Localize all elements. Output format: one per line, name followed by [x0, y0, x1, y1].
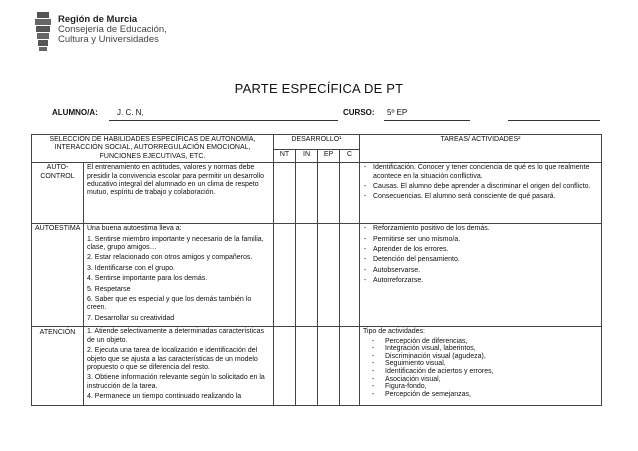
task-item: - Percepción de semejanzas,: [371, 391, 598, 399]
cell-in[interactable]: [296, 224, 318, 327]
student-info-row: [0, 105, 638, 121]
skill-text: 1. Sentirse miembro importante y necesario de la familia, clase, grupo amigos…: [87, 235, 264, 252]
header-ep: EP: [318, 150, 340, 163]
alumno-value: J. C. N,: [117, 108, 144, 117]
alumno-label: ALUMNO/A:: [52, 108, 98, 117]
task-item: - Figura-fondo,: [371, 383, 598, 391]
page-title: PARTE ESPECÍFICA DE PT: [234, 81, 404, 96]
table-row-autoestima: [32, 224, 602, 327]
header-tareas: TAREAS/ ACTIVIDADES²: [360, 135, 602, 163]
task-item: - Reforzamiento positivo de los demás.: [363, 225, 598, 233]
category-autocontrol: AUTO- CONTROL: [32, 163, 84, 224]
tasks-intro: Tipo de actividades:: [363, 328, 425, 336]
curso-field[interactable]: [384, 105, 470, 121]
table-row-atencion: [32, 327, 602, 405]
cell-in[interactable]: [296, 327, 318, 405]
skill-text: 2. Estar relacionado con otros amigos y compañeros.: [87, 254, 253, 262]
task-item: - Asociación visual,: [371, 376, 598, 384]
task-item: - Discriminación visual (agudeza),: [371, 353, 598, 361]
tasks-autocontrol: [360, 163, 602, 224]
task-item: - Permitirse ser uno mismo/a.: [363, 236, 598, 244]
task-item: - Percepción de diferencias,: [371, 338, 598, 346]
skill-text: 2. Ejecuta una tarea de localización e identificación del objeto que se ajusta a las características de un modelo propuesto o que se diferencia del resto.: [87, 347, 258, 371]
blank-field-line: [508, 105, 600, 121]
task-item: - Detención del pensamiento.: [363, 256, 598, 264]
category-autoestima: AUTOESTIMA: [32, 224, 84, 327]
tasks-autoestima: [360, 224, 602, 327]
cell-ep[interactable]: [318, 163, 340, 224]
cell-ep[interactable]: [318, 224, 340, 327]
coat-of-arms-icon: [34, 12, 52, 52]
task-item: - Identificación. Conocer y tener conciencia de qué es lo que realmente acontece en la situación conflictiva.: [363, 164, 598, 181]
cell-nt[interactable]: [274, 163, 296, 224]
skill-text: 6. Saber que es especial y que los demás también lo creen.: [87, 296, 252, 312]
org-line-3: Cultura y Universidades: [58, 34, 159, 45]
table-row-autocontrol: [32, 163, 602, 224]
skills-table: [31, 134, 602, 406]
skill-text: Una buena autoestima lleva a:: [87, 225, 182, 233]
curso-value: 5º EP: [387, 108, 408, 117]
header-nt: NT: [274, 150, 296, 163]
cell-c[interactable]: [340, 224, 360, 327]
curso-label: CURSO:: [343, 108, 375, 117]
task-item: - Integración visual, laberintos,: [371, 345, 598, 353]
org-line-1: Región de Murcia: [58, 14, 138, 25]
alumno-field[interactable]: [109, 105, 338, 121]
tasks-atencion: [360, 327, 602, 405]
task-item: - Aprender de los errores.: [363, 246, 598, 254]
cell-nt[interactable]: [274, 327, 296, 405]
skill-text: 3. Identificarse con el grupo.: [87, 264, 175, 272]
cell-nt[interactable]: [274, 224, 296, 327]
org-line-2: Consejería de Educación,: [58, 24, 167, 35]
task-item: - Identificación de aciertos y errores,: [371, 368, 598, 376]
header-selection: SELECCIÓN DE HABILIDADES ESPECÍFICAS DE AUTONOMÍA, INTERACCIÓN SOCIAL, AUTORREGULACIÓN EMOCIONAL, FUNCIONES EJECUTIVAS, ETC.: [32, 135, 274, 163]
cell-in[interactable]: [296, 163, 318, 224]
skill-text: 4. Permanece un tiempo continuado realizando la: [87, 393, 242, 401]
skill-text: El entrenamiento en actitudes, valores y normas debe presidir la convivencia escolar para permitir un desarrollo educativo integral del alumnado en un clima de respeto mutuo, espíritu de trabajo y colaboración.: [87, 164, 265, 197]
header-in: IN: [296, 150, 318, 163]
organization-name: [58, 15, 167, 45]
category-atencion: ATENCIÓN: [32, 327, 84, 405]
skill-text: 5. Respetarse: [87, 285, 131, 293]
task-item: - Seguimiento visual,: [371, 360, 598, 368]
task-item: - Causas. El alumno debe aprender a discriminar el origen del conflicto.: [363, 183, 598, 191]
skills-autocontrol: [84, 163, 274, 224]
task-item: - Autorreforzarse.: [363, 277, 598, 285]
skill-text: 3. Obtiene información relevante según lo solicitado en la instrucción de la tarea.: [87, 374, 265, 390]
skills-atencion: [84, 327, 274, 405]
task-item: - Autobservarse.: [363, 267, 598, 275]
skill-text: 7. Desarrollar su creatividad: [87, 314, 175, 322]
skills-autoestima: [84, 224, 274, 327]
skill-text: 1. Atiende selectivamente a determinadas características de un objeto.: [87, 328, 265, 344]
task-item: - Consecuencias. El alumno será consciente de qué pasará.: [363, 193, 598, 201]
region-murcia-logo: [34, 12, 184, 58]
skill-text: 4. Sentirse importante para los demás.: [87, 275, 208, 283]
cell-c[interactable]: [340, 163, 360, 224]
cell-ep[interactable]: [318, 327, 340, 405]
header-desarrollo: DESARROLLO¹: [274, 135, 360, 150]
header-c: C: [340, 150, 360, 163]
cell-c[interactable]: [340, 327, 360, 405]
